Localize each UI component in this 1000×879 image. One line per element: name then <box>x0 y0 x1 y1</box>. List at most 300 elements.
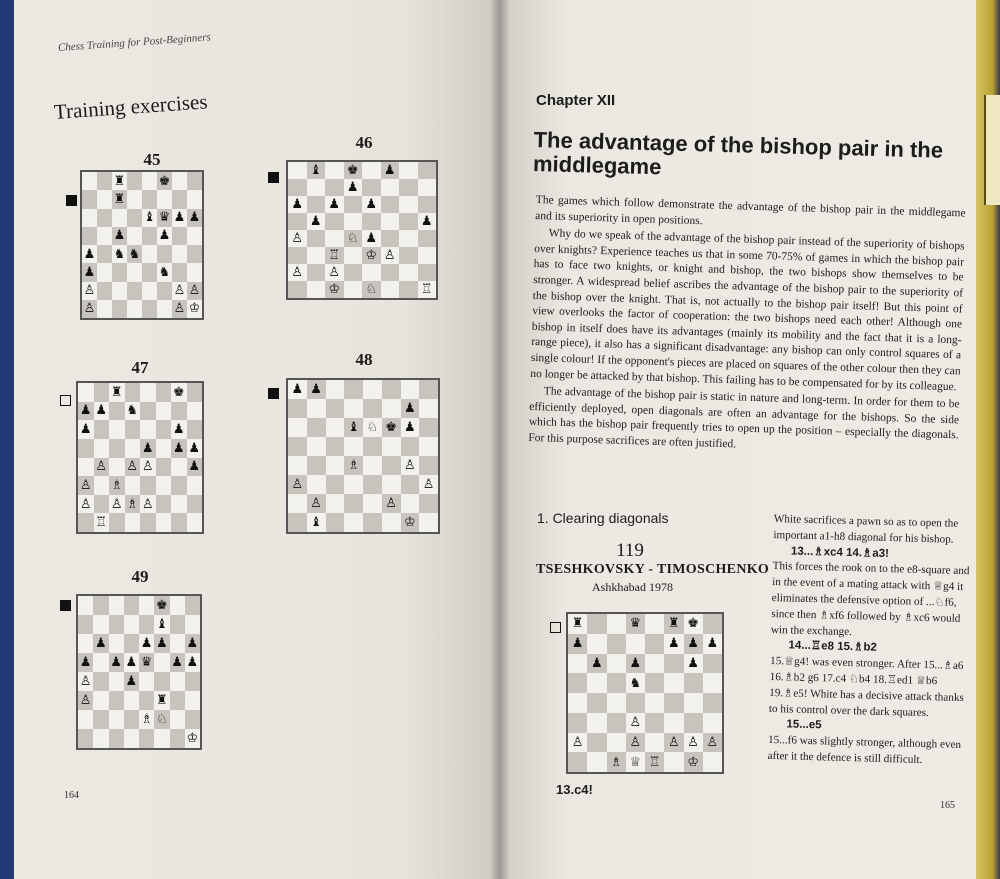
board-square <box>684 614 703 634</box>
board-square <box>142 282 157 300</box>
chess-piece-icon: ♙ <box>571 734 584 750</box>
board-square <box>142 263 157 281</box>
board-square <box>401 399 420 418</box>
board-square <box>157 245 172 263</box>
board-square <box>307 196 326 213</box>
board-square <box>187 513 203 532</box>
board-square <box>645 752 664 772</box>
board-square <box>288 380 307 399</box>
board-square <box>703 733 722 753</box>
board-square <box>94 458 110 477</box>
chess-piece-icon: ♗ <box>140 712 153 727</box>
board-square <box>401 513 420 532</box>
chess-piece-icon: ♙ <box>422 477 435 492</box>
board-square <box>82 263 97 281</box>
chapter-label: Chapter XII <box>536 92 616 109</box>
next-book-label <box>984 95 1000 205</box>
chess-piece-icon: ♟ <box>95 403 108 419</box>
chess-piece-icon: ♙ <box>141 496 154 512</box>
board-square <box>363 456 382 475</box>
chess-piece-icon: ♙ <box>687 734 699 750</box>
board-square <box>187 172 202 190</box>
chess-piece-icon: ♚ <box>687 616 699 632</box>
chess-piece-icon: ♙ <box>385 496 397 511</box>
chess-diagram <box>76 594 202 750</box>
board-square <box>109 653 124 672</box>
board-square <box>156 495 172 514</box>
to-move-marker <box>550 622 561 633</box>
board-square <box>363 380 382 399</box>
board-square <box>703 614 722 634</box>
board-square <box>399 179 418 196</box>
chess-piece-icon: ♞ <box>128 246 141 262</box>
board-square <box>82 209 97 227</box>
board-square <box>154 710 169 729</box>
chess-piece-icon: ♟ <box>404 420 416 435</box>
chess-diagram <box>286 160 438 300</box>
board-square <box>139 729 154 748</box>
board-square <box>288 230 307 247</box>
chess-piece-icon: ♟ <box>687 636 699 652</box>
chess-piece-icon: ♟ <box>591 655 603 671</box>
board-square <box>419 513 438 532</box>
chess-piece-icon: ♟ <box>328 197 341 212</box>
board-square <box>112 227 127 245</box>
board-square <box>419 437 438 456</box>
board-square <box>362 264 381 281</box>
board-square <box>93 672 108 691</box>
chess-piece-icon: ♟ <box>173 210 186 226</box>
board-square <box>124 615 139 634</box>
page-number: 164 <box>64 790 79 801</box>
board-square <box>109 691 124 710</box>
board-square <box>127 190 142 208</box>
board-square <box>288 162 307 179</box>
section-title: Training exercises <box>53 89 209 124</box>
board-square <box>326 494 345 513</box>
chess-piece-icon: ♙ <box>310 496 322 511</box>
board-square <box>645 654 664 674</box>
board-square <box>418 281 437 298</box>
board-square <box>124 691 139 710</box>
board-square <box>626 713 645 733</box>
board-square <box>664 713 683 733</box>
board-square <box>170 691 185 710</box>
board-square <box>93 596 108 615</box>
chess-piece-icon: ♟ <box>291 197 304 212</box>
board-square <box>288 418 307 437</box>
board-square <box>288 196 307 213</box>
board-square <box>344 418 363 437</box>
board-square <box>568 752 587 772</box>
board-square <box>125 383 141 402</box>
board-square <box>326 456 345 475</box>
board-square <box>382 494 401 513</box>
board-square <box>139 596 154 615</box>
board-square <box>109 476 125 495</box>
chess-piece-icon: ♙ <box>629 715 642 731</box>
board-square <box>363 437 382 456</box>
board-square <box>142 227 157 245</box>
board-square <box>187 300 202 318</box>
board-square <box>362 196 381 213</box>
diagram-number: 45 <box>143 150 161 169</box>
board-square <box>93 691 108 710</box>
chess-piece-icon: ♟ <box>113 228 126 244</box>
board-square <box>154 653 169 672</box>
board-square <box>97 263 112 281</box>
board-square <box>171 458 187 477</box>
board-square <box>626 614 645 634</box>
board-square <box>187 420 203 439</box>
board-square <box>344 247 363 264</box>
chess-piece-icon: ♖ <box>420 282 433 297</box>
board-square <box>626 752 645 772</box>
board-square <box>607 673 626 693</box>
chess-piece-icon: ♗ <box>126 496 139 512</box>
board-square <box>156 476 172 495</box>
chess-piece-icon: ♟ <box>125 655 138 670</box>
board-square <box>684 752 703 772</box>
board-square <box>664 693 683 713</box>
board-square <box>124 729 139 748</box>
board-square <box>703 634 722 654</box>
board-square <box>109 513 125 532</box>
board-square <box>187 282 202 300</box>
board-square <box>156 439 172 458</box>
board-square <box>363 399 382 418</box>
board-square <box>325 247 344 264</box>
chess-piece-icon: ♕ <box>629 754 642 770</box>
chess-piece-icon: ♘ <box>365 282 378 297</box>
chess-piece-icon: ♔ <box>687 754 699 770</box>
board-square <box>125 458 141 477</box>
board-square <box>326 380 345 399</box>
chess-piece-icon: ♞ <box>113 246 126 262</box>
board-square <box>607 614 626 634</box>
board-square <box>307 264 326 281</box>
board-square <box>362 213 381 230</box>
chess-piece-icon: ♚ <box>346 163 359 178</box>
board-square <box>124 596 139 615</box>
board-square <box>703 654 722 674</box>
board-square <box>112 300 127 318</box>
board-square <box>82 227 97 245</box>
chess-piece-icon: ♟ <box>172 440 185 456</box>
board-square <box>344 230 363 247</box>
board-square <box>307 281 326 298</box>
board-square <box>112 263 127 281</box>
board-square <box>401 418 420 437</box>
chess-piece-icon: ♟ <box>629 655 642 671</box>
chess-piece-icon: ♟ <box>125 674 138 689</box>
board-square <box>344 437 363 456</box>
board-square <box>568 654 587 674</box>
board-square <box>127 282 142 300</box>
chess-piece-icon: ♟ <box>110 655 122 670</box>
board-square <box>97 227 112 245</box>
board-square <box>171 439 187 458</box>
board-square <box>156 458 172 477</box>
board-square <box>587 614 606 634</box>
board-square <box>156 420 172 439</box>
board-square <box>78 729 93 748</box>
board-square <box>142 300 157 318</box>
board-square <box>187 476 203 495</box>
board-square <box>140 420 156 439</box>
board-square <box>172 263 187 281</box>
board-square <box>112 190 127 208</box>
board-square <box>187 263 202 281</box>
chess-piece-icon: ♙ <box>383 248 396 263</box>
board-square <box>684 713 703 733</box>
chess-piece-icon: ♟ <box>365 197 378 212</box>
board-square <box>626 654 645 674</box>
board-square <box>125 476 141 495</box>
board-square <box>170 672 185 691</box>
board-square <box>124 653 139 672</box>
chess-piece-icon: ♙ <box>188 283 201 299</box>
board-square <box>185 691 200 710</box>
book-gutter <box>490 0 510 879</box>
board-square <box>187 383 203 402</box>
board-square <box>325 281 344 298</box>
board-square <box>568 634 587 654</box>
board-square <box>124 672 139 691</box>
page-number: 165 <box>940 800 955 811</box>
board-square <box>142 245 157 263</box>
board-square <box>684 654 703 674</box>
board-square <box>78 458 94 477</box>
board-square <box>703 713 722 733</box>
board-square <box>344 196 363 213</box>
board-square <box>568 693 587 713</box>
chess-piece-icon: ♔ <box>404 515 416 530</box>
chess-piece-icon: ♖ <box>328 248 341 263</box>
chess-piece-icon: ♟ <box>687 655 699 671</box>
board-square <box>170 729 185 748</box>
board-square <box>363 513 382 532</box>
board-square <box>112 172 127 190</box>
chess-piece-icon: ♞ <box>158 264 171 280</box>
board-square <box>97 190 112 208</box>
chess-piece-icon: ♙ <box>95 459 108 475</box>
board-square <box>112 282 127 300</box>
chess-piece-icon: ♙ <box>291 477 304 492</box>
board-square <box>97 245 112 263</box>
board-square <box>127 300 142 318</box>
board-square <box>587 634 606 654</box>
board-square <box>125 495 141 514</box>
board-square <box>645 693 664 713</box>
board-square <box>607 693 626 713</box>
board-square <box>187 458 203 477</box>
board-square <box>187 245 202 263</box>
board-square <box>568 733 587 753</box>
board-square <box>185 615 200 634</box>
diagram-number: 46 <box>355 133 373 152</box>
board-square <box>626 733 645 753</box>
chess-piece-icon: ♘ <box>156 712 168 727</box>
board-square <box>94 476 110 495</box>
board-square <box>326 513 345 532</box>
board-square <box>109 402 125 421</box>
annotation-text: 15.♕g4! was even stronger. After 15...♗a6 16.♗b2 g6 17.c4 ♘b4 18.♖ed1 ♕b6 19.♗e5! White has a decisive attack thanks to his control over the dark squares. <box>768 655 965 719</box>
board-square <box>78 439 94 458</box>
board-square <box>344 162 363 179</box>
diagram-number: 49 <box>131 567 149 586</box>
chess-piece-icon: ♟ <box>668 636 680 652</box>
board-square <box>140 513 156 532</box>
board-square <box>140 439 156 458</box>
board-square <box>157 263 172 281</box>
board-square <box>78 634 93 653</box>
board-square <box>382 513 401 532</box>
board-square <box>78 615 93 634</box>
chess-piece-icon: ♔ <box>188 301 201 317</box>
board-square <box>587 752 606 772</box>
board-square <box>419 399 438 418</box>
chess-piece-icon: ♖ <box>95 515 108 531</box>
chess-piece-icon: ♙ <box>706 734 719 750</box>
board-square <box>381 196 400 213</box>
board-square <box>93 653 108 672</box>
board-square <box>344 456 363 475</box>
board-square <box>382 418 401 437</box>
board-square <box>97 209 112 227</box>
board-square <box>142 172 157 190</box>
annotation-text: This forces the rook on to the e8-square and in the event of a mating attack with ♕g4 it eliminates the defensive option of ...♘f6, since then ♗xf6 followed by ♗xc6 would win the exchange. <box>770 560 970 638</box>
chapter-title: The advantage of the bishop pair in the middlegame <box>532 127 944 180</box>
board-square <box>172 227 187 245</box>
board-square <box>171 495 187 514</box>
board-square <box>109 729 124 748</box>
board-square <box>344 513 363 532</box>
board-square <box>170 634 185 653</box>
board-square <box>171 513 187 532</box>
board-square <box>664 654 683 674</box>
chess-piece-icon: ♟ <box>79 403 92 419</box>
chess-piece-icon: ♛ <box>629 616 642 632</box>
chess-piece-icon: ♚ <box>156 598 168 613</box>
board-square <box>401 456 420 475</box>
board-square <box>125 439 141 458</box>
board-square <box>568 713 587 733</box>
board-square <box>399 281 418 298</box>
board-square <box>288 494 307 513</box>
board-square <box>382 475 401 494</box>
board-square <box>171 383 187 402</box>
board-square <box>157 282 172 300</box>
board-square <box>82 282 97 300</box>
board-square <box>664 733 683 753</box>
board-square <box>78 420 94 439</box>
board-square <box>187 402 203 421</box>
board-square <box>401 494 420 513</box>
chess-piece-icon: ♙ <box>126 459 139 475</box>
board-square <box>307 399 326 418</box>
to-move-marker <box>60 600 71 611</box>
board-square <box>607 733 626 753</box>
chess-piece-icon: ♙ <box>79 477 92 493</box>
book-cover-edge <box>0 0 14 879</box>
board-square <box>127 227 142 245</box>
board-square <box>187 209 202 227</box>
board-square <box>645 614 664 634</box>
chess-piece-icon: ♟ <box>365 231 378 246</box>
board-square <box>140 495 156 514</box>
chess-piece-icon: ♟ <box>172 422 185 438</box>
board-square <box>418 213 437 230</box>
board-square <box>139 634 154 653</box>
board-square <box>325 213 344 230</box>
board-square <box>154 596 169 615</box>
board-square <box>703 752 722 772</box>
chess-piece-icon: ♟ <box>383 163 396 178</box>
board-square <box>381 264 400 281</box>
board-square <box>307 513 326 532</box>
board-square <box>664 752 683 772</box>
board-square <box>140 383 156 402</box>
chess-piece-icon: ♟ <box>79 655 92 670</box>
board-square <box>344 399 363 418</box>
annotation-text: White sacrifices a pawn so as to open the important a1-h8 diagonal for his bishop. <box>773 512 959 546</box>
board-square <box>307 494 326 513</box>
board-square <box>78 691 93 710</box>
board-square <box>607 634 626 654</box>
board-square <box>307 213 326 230</box>
board-square <box>125 420 141 439</box>
board-square <box>109 615 124 634</box>
board-square <box>185 634 200 653</box>
chess-piece-icon: ♔ <box>328 282 341 297</box>
board-square <box>78 672 93 691</box>
board-square <box>344 264 363 281</box>
board-square <box>170 653 185 672</box>
board-square <box>127 245 142 263</box>
chess-piece-icon: ♙ <box>79 693 92 708</box>
board-square <box>109 495 125 514</box>
board-square <box>125 402 141 421</box>
board-square <box>344 475 363 494</box>
board-square <box>97 172 112 190</box>
chess-piece-icon: ♜ <box>156 693 168 708</box>
board-square <box>288 264 307 281</box>
chess-piece-icon: ♞ <box>126 403 139 419</box>
board-square <box>127 263 142 281</box>
board-square <box>142 190 157 208</box>
board-square <box>325 179 344 196</box>
board-square <box>418 196 437 213</box>
chess-piece-icon: ♙ <box>110 496 123 512</box>
board-square <box>172 300 187 318</box>
board-square <box>154 729 169 748</box>
board-square <box>419 494 438 513</box>
board-square <box>382 380 401 399</box>
chess-piece-icon: ♙ <box>404 458 416 473</box>
board-square <box>82 190 97 208</box>
board-square <box>97 282 112 300</box>
board-square <box>363 418 382 437</box>
board-square <box>326 418 345 437</box>
board-square <box>185 672 200 691</box>
board-square <box>185 710 200 729</box>
board-square <box>325 162 344 179</box>
chess-piece-icon: ♟ <box>420 214 433 229</box>
board-square <box>109 420 125 439</box>
board-square <box>418 264 437 281</box>
annotation-column <box>767 512 974 770</box>
